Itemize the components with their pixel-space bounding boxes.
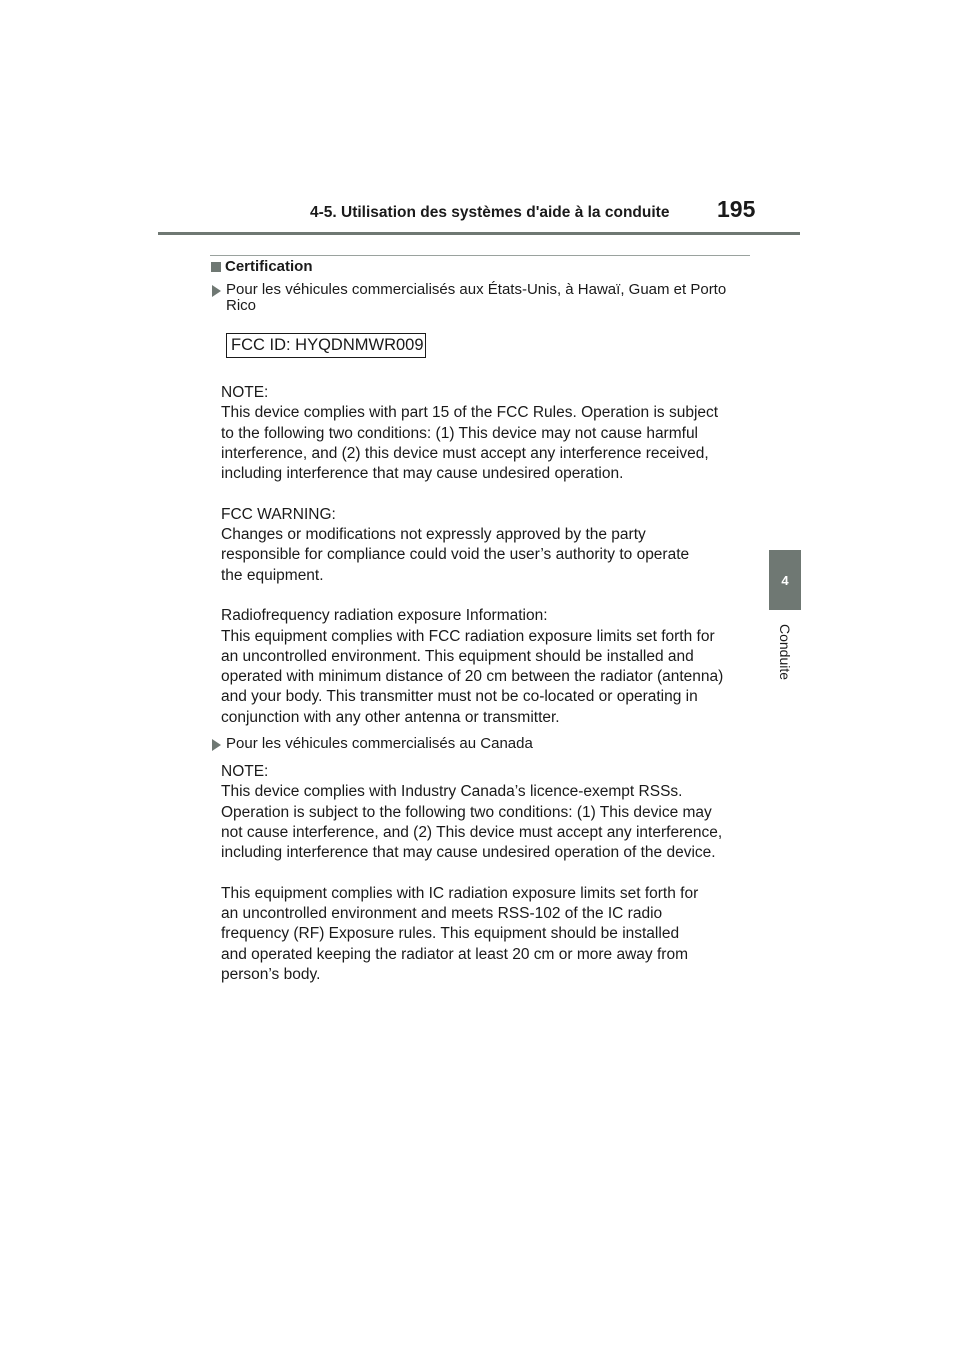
chapter-number: 4 xyxy=(781,572,789,588)
ca-note-line: including interference that may cause undesired operation of the device. xyxy=(221,844,716,862)
fcc-warning-line: Changes or modifications not expressly approved by the party xyxy=(221,526,646,544)
us-note-line: This device complies with part 15 of the FCC Rules. Operation is subject xyxy=(221,404,719,422)
header-section-title: 4-5. Utilisation des systèmes d'aide à la conduite xyxy=(310,204,670,221)
section-rule xyxy=(210,255,750,256)
header-rule xyxy=(158,232,800,235)
bullet-ca-text: Pour les véhicules commercialisés au Canada xyxy=(226,735,533,752)
us-notice xyxy=(221,383,723,728)
bullet-us-text: Pour les véhicules commercialisés aux États-Unis, à Hawaï, Guam et Porto Rico xyxy=(226,281,727,314)
triangle-bullet-icon xyxy=(212,285,221,297)
fcc-warning-title: FCC WARNING: xyxy=(221,505,336,523)
bullet-ca xyxy=(212,736,732,752)
fcc-id-box: FCC ID: HYQDNMWR009 xyxy=(226,333,426,358)
fcc-warning-line: the equipment. xyxy=(221,566,324,584)
ca-note-line: Operation is subject to the following two conditions: (1) This device may xyxy=(221,803,712,821)
ic-line: This equipment complies with IC radiation exposure limits set forth for xyxy=(221,884,699,902)
square-bullet-icon xyxy=(211,262,221,272)
bullet-us xyxy=(212,282,732,314)
heading-text: Certification xyxy=(225,258,313,275)
rf-line: an uncontrolled environment. This equipment should be installed and xyxy=(221,647,694,665)
us-note-line: including interference that may cause undesired operation. xyxy=(221,465,624,483)
rf-line: conjunction with any other antenna or transmitter. xyxy=(221,708,560,726)
us-note-line: interference, and (2) this device must accept any interference received, xyxy=(221,444,709,462)
page-number: 195 xyxy=(717,196,756,222)
ic-line: frequency (RF) Exposure rules. This equipment should be installed xyxy=(221,925,680,943)
ca-note-title: NOTE: xyxy=(221,763,269,780)
rf-line: This equipment complies with FCC radiation exposure limits set forth for xyxy=(221,627,715,645)
chapter-label: Conduite xyxy=(777,623,793,681)
ca-note-line: This device complies with Industry Canada’s licence-exempt RSSs. xyxy=(221,783,683,801)
rf-line: and your body. This transmitter must not be co-located or operating in xyxy=(221,688,698,706)
triangle-bullet-icon xyxy=(212,739,221,751)
ic-line: and operated keeping the radiator at least 20 cm or more away from xyxy=(221,945,688,963)
certification-heading xyxy=(211,258,313,275)
chapter-tab xyxy=(769,550,801,610)
us-note-line: to the following two conditions: (1) This device may not cause harmful xyxy=(221,424,699,442)
ca-notice xyxy=(221,762,722,985)
rf-line: operated with minimum distance of 20 cm between the radiator (antenna) xyxy=(221,668,724,686)
rf-title: Radiofrequency radiation exposure Information: xyxy=(221,607,548,625)
us-note-title: NOTE: xyxy=(221,384,269,401)
ca-note-line: not cause interference, and (2) This device must accept any interference, xyxy=(221,823,723,841)
ic-line: person’s body. xyxy=(221,965,321,983)
ic-line: an uncontrolled environment and meets RSS-102 of the IC radio xyxy=(221,905,663,923)
fcc-warning-line: responsible for compliance could void the user’s authority to operate xyxy=(221,546,690,564)
